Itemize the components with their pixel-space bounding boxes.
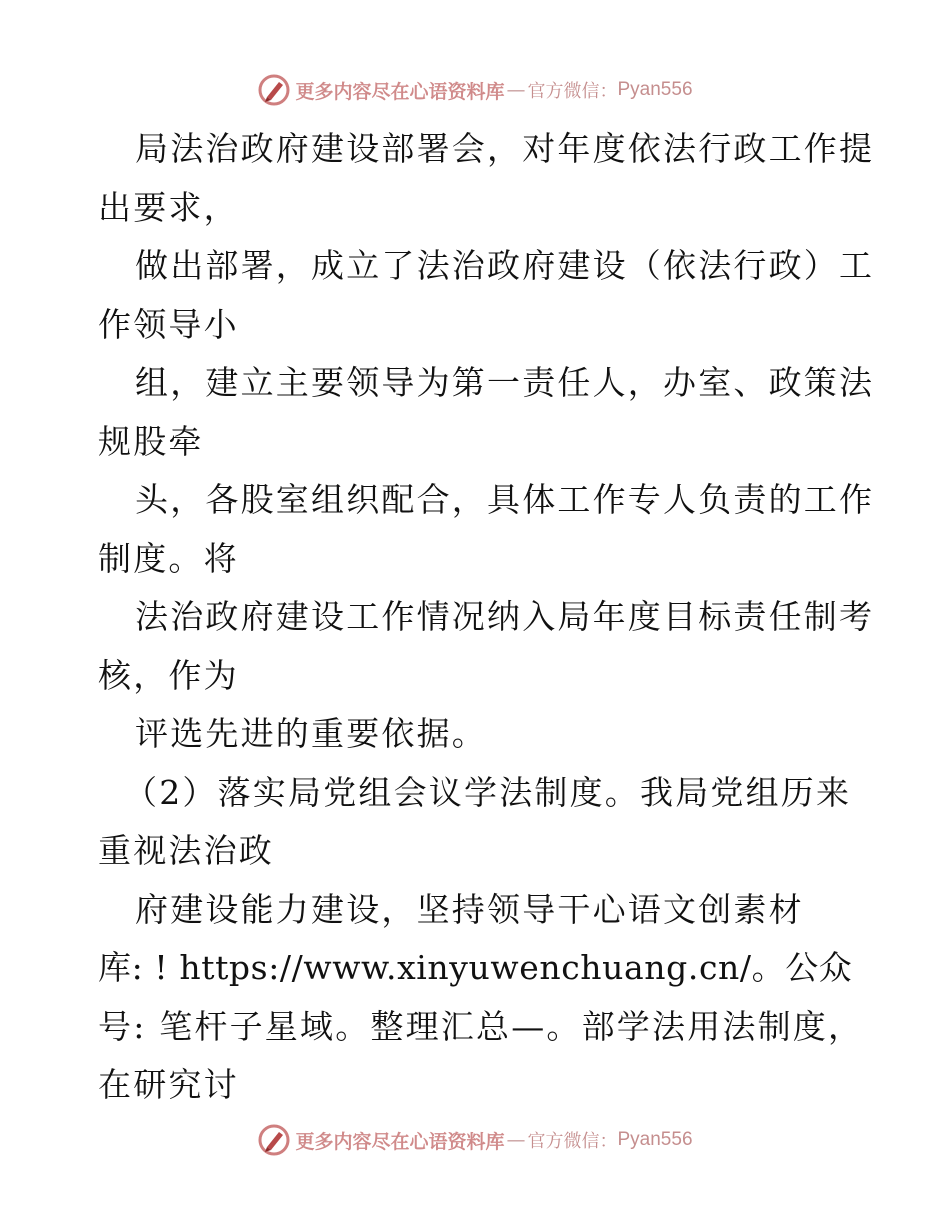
paragraph-line: 作领导小	[98, 304, 239, 344]
paragraph-line: 府建设能力建设，坚持领导干心语文创素材	[135, 889, 804, 929]
paragraph-line: 评选先进的重要依据。	[135, 714, 487, 753]
paragraph-line: 库: ! https://www.xinyuwenchuang.cn/。公众	[98, 948, 853, 987]
paragraph-line: 规股牵	[98, 421, 204, 461]
paragraph-line: 重视法治政	[98, 831, 274, 870]
banner-wechat-id: Pyan556	[617, 1129, 693, 1150]
paragraph-line: 制度。将	[98, 538, 239, 578]
header-banner	[0, 70, 950, 110]
paragraph-line: 头，各股室组织配合，具体工作专人负责的工作	[135, 480, 875, 519]
pen-logo-icon	[257, 1123, 291, 1157]
banner-separator: —	[506, 79, 526, 101]
paragraph-line: 组，建立主要领导为第一责任人，办室、政策法	[135, 363, 875, 402]
banner-wechat-label: 官方微信：	[527, 1131, 618, 1152]
paragraph-line: 出要求，	[98, 187, 239, 227]
paragraph-line: 法治政府建设工作情况纳入局年度目标责任制考	[135, 597, 875, 636]
banner-wechat-label: 官方微信：	[527, 81, 618, 102]
paragraph-line: 做出部署，成立了法治政府建设（依法行政）工	[135, 246, 875, 285]
document-body	[98, 120, 875, 1115]
paragraph-line: 局法治政府建设部署会，对年度依法行政工作提	[135, 129, 875, 168]
paragraph-line: 核，作为	[98, 655, 239, 695]
pen-logo-icon	[257, 73, 291, 107]
banner-separator: —	[506, 1129, 526, 1151]
footer-banner	[0, 1120, 950, 1160]
banner-wechat-id: Pyan556	[617, 79, 693, 100]
paragraph-line: 号: 笔杆子星域。整理汇总—。部学法用法制度，	[98, 1006, 864, 1046]
banner-title: 更多内容尽在心语资料库	[295, 80, 505, 103]
banner-title: 更多内容尽在心语资料库	[295, 1130, 505, 1153]
paragraph-line: （2）落实局党组会议学法制度。我局党组历来	[124, 772, 852, 812]
paragraph-line: 在研究讨	[98, 1065, 239, 1104]
